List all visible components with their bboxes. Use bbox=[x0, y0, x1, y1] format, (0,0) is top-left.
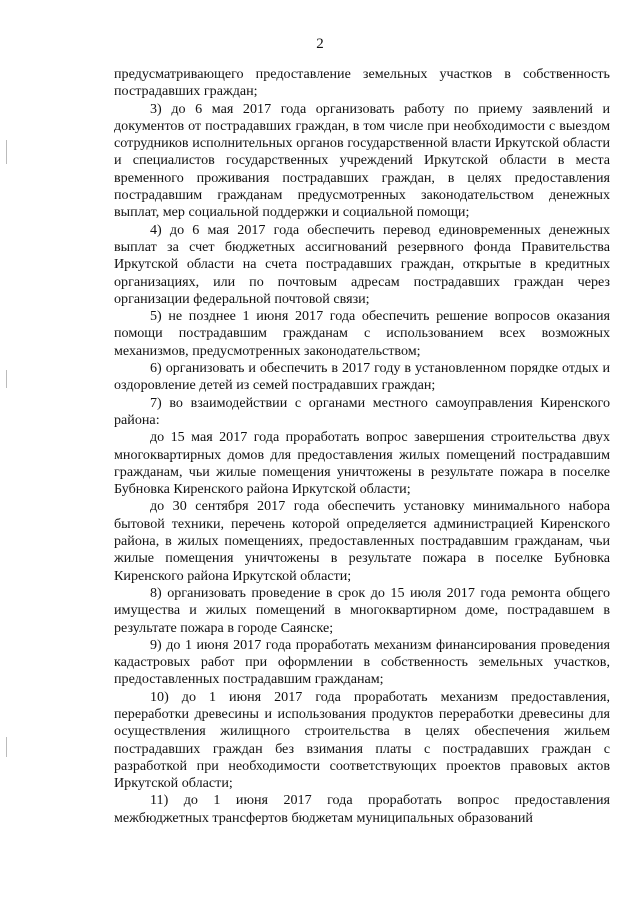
paragraph: 9) до 1 июня 2017 года проработать механизм финансирования проведения кадастровых работ при оформлении в собственность земельных участков, предоставленных пострадавшим гражданам; bbox=[114, 636, 610, 688]
paragraph: 5) не позднее 1 июня 2017 года обеспечить решение вопросов оказания помощи пострадавшим гражданам с использованием всех возможных механизмов, предусмотренных законодательством; bbox=[114, 308, 610, 359]
paragraph: до 15 мая 2017 года проработать вопрос завершения строительства двух многоквартирных домов для предоставления жилых помещений пострадавшим гражданам, чьи жилые помещения уничтожены в результате пожара в поселке Бубновка Киренского района Иркутской области; bbox=[114, 429, 610, 498]
paragraph: до 30 сентября 2017 года обеспечить установку минимального набора бытовой техники, перечень которой определяется администрацией Киренского района, в жилых помещениях, предоставленных пострадавшим гражданам, чьи жилые помещения уничтожены в результате пожара в поселке Бубновка Киренского района Иркутской области; bbox=[114, 498, 610, 584]
paragraph: 3) до 6 мая 2017 года организовать работу по приему заявлений и документов от пострадавших граждан, в том числе при необходимости с выездом сотрудников исполнительных органов государственной власти Иркутской области и специалистов государственных учреждений Иркутской области в места временного проживания пострадавших граждан, в целях предоставления пострадавшим гражданам предусмотренных законодательством денежных выплат, мер социальной поддержки и социальной помощи; bbox=[114, 100, 610, 221]
margin-mark bbox=[6, 140, 7, 164]
page-number: 2 bbox=[316, 36, 324, 52]
paragraph: предусматривающего предоставление земельных участков в собственность пострадавших граждан; bbox=[114, 66, 610, 100]
paragraph: 7) во взаимодействии с органами местного самоуправления Киренского района: bbox=[114, 394, 610, 428]
document-body bbox=[114, 66, 610, 827]
paragraph: 8) организовать проведение в срок до 15 июля 2017 года ремонта общего имущества и жилых помещений в многоквартирном доме, пострадавшем в результате пожара в городе Саянске; bbox=[114, 584, 610, 636]
paragraph: 10) до 1 июня 2017 года проработать механизм предоставления, переработки древесины и использования продуктов переработки древесины для осуществления жилищного строительства в целях обеспечения жильем пострадавших граждан без взимания платы с пострадавших граждан с разработкой при необходимости соответствующих проектов правовых актов Иркутской области; bbox=[114, 688, 610, 792]
paragraph: 4) до 6 мая 2017 года обеспечить перевод единовременных денежных выплат за счет бюджетных ассигнований резервного фонда Правительства Иркутской области на счета пострадавших граждан, открытые в кредитных организациях, или по почтовым адресам пострадавших граждан через организации федеральной почтовой связи; bbox=[114, 221, 610, 307]
margin-mark bbox=[6, 737, 7, 757]
paragraph: 11) до 1 июня 2017 года проработать вопрос предоставления межбюджетных трансфертов бюджетам муниципальных образований bbox=[114, 792, 610, 826]
margin-mark bbox=[6, 370, 7, 388]
paragraph: 6) организовать и обеспечить в 2017 году в установленном порядке отдых и оздоровление детей из семей пострадавших граждан; bbox=[114, 360, 610, 394]
